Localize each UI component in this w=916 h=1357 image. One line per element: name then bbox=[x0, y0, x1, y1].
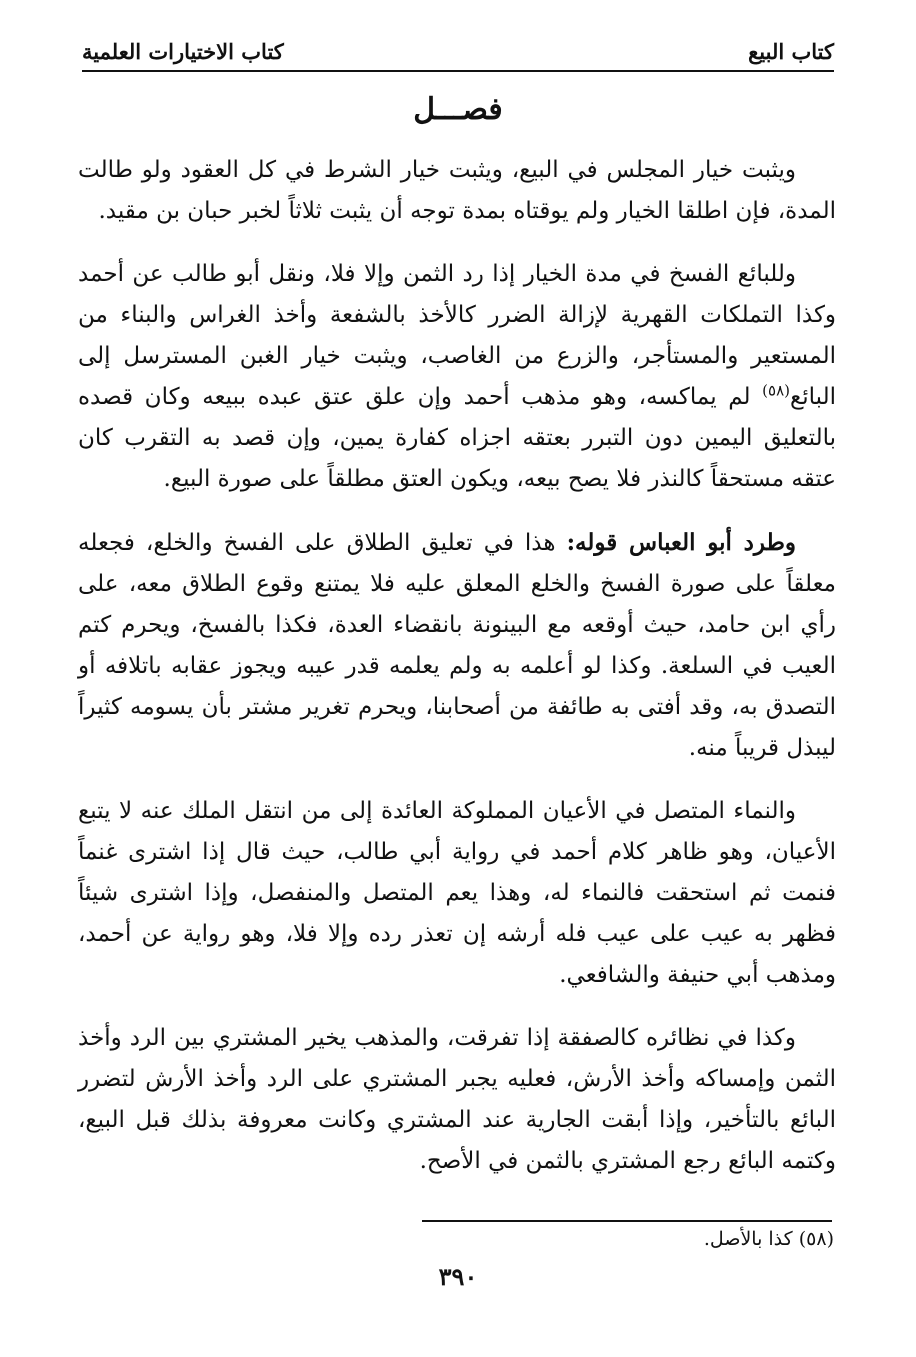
page-number: ٣٩٠ bbox=[438, 1262, 478, 1291]
footnote-reference: (٥٨) bbox=[762, 381, 790, 400]
footnote-divider bbox=[422, 1220, 832, 1222]
paragraph-text: وكذا في نظائره كالصفقة إذا تفرقت، والمذهب يخير المشتري بين الرد وأخذ الثمن وإمساكه وأخذ الأرش، فعليه يجبر المشتري على الرد وأخذ الأرش لتضرر البائع بالتأخير، وإذا أبقت الجارية عند المشتري وكانت معروفة بذلك قبل البيع، وكتمه البائع رجع المشتري بالثمن في الأصح. bbox=[78, 1025, 836, 1174]
paragraph-text: هذا في تعليق الطلاق على الفسخ والخلع، فجعله معلقاً على صورة الفسخ والخلع المعلق عليه فلا يمتنع وقوع الطلاق معه، على رأي ابن حامد، حيث أوقعه مع البينونة بانقضاء العدة، فكذا بالفسخ، ويحرم كتم العيب في السلعة. وكذا لو أعلمه به ولم يعلمه قدر عيبه ويجوز عقابه باتلافه أو التصدق به، وقد أفتى به طائفة من أصحابنا، ويحرم تغرير مشتر بأن يسومه كثيراً ليبذل قريباً منه. bbox=[78, 530, 836, 761]
paragraph-text: ويثبت خيار المجلس في البيع، ويثبت خيار الشرط في كل العقود ولو طالت المدة، فإن اطلقا الخيار ولم يوقتاه بمدة توجه أن يثبت ثلاثاً لخبر حبان بن مقيد. bbox=[78, 157, 836, 224]
paragraph bbox=[78, 1018, 836, 1182]
paragraph-lead: وطرد أبو العباس قوله: bbox=[566, 529, 797, 556]
body-text bbox=[78, 150, 836, 1204]
paragraph bbox=[78, 791, 836, 996]
paragraph-text: وللبائع الفسخ في مدة الخيار إذا رد الثمن وإلا فلا، ونقل أبو طالب عن أحمد وكذا التملكات القهرية لإزالة الضرر كالأخذ بالشفعة وأخذ الغراس والبناء من المستعير والمستأجر، والزرع من الغاصب، ويثبت خيار الغبن المسترسل إلى البائع bbox=[78, 261, 836, 410]
paragraph bbox=[78, 254, 836, 500]
header-book-title: كتاب الاختيارات العلمية bbox=[82, 39, 284, 64]
paragraph-text: لم يماكسه، وهو مذهب أحمد وإن علق عتق عبده ببيعه وكان قصده بالتعليق اليمين دون التبرر بعتقه اجزاه كفارة يمين، وإن قصد به التقرب كان عتقه مستحقاً كالنذر فلا يصح بيعه، ويكون العتق مطلقاً على صورة البيع. bbox=[78, 384, 836, 492]
running-header bbox=[82, 30, 834, 72]
header-chapter: كتاب البيع bbox=[748, 39, 834, 64]
section-heading: فصـــل bbox=[413, 92, 503, 127]
paragraph bbox=[78, 522, 836, 769]
footnote: (٥٨) كذا بالأصل. bbox=[703, 1228, 834, 1250]
paragraph bbox=[78, 150, 836, 232]
paragraph-text: والنماء المتصل في الأعيان المملوكة العائدة إلى من انتقل الملك عنه لا يتبع الأعيان، وهو ظاهر كلام أحمد في رواية أبي طالب، حيث قال إذا اشترى غنماً فنمت ثم استحقت فالنماء له، وهذا يعم المتصل والمنفصل، وإذا اشترى شيئاً فظهر به عيب على عيب فله أرشه إن تعذر رده وإلا فلا، وهو رواية عن أحمد، ومذهب أبي حنيفة والشافعي. bbox=[78, 798, 836, 988]
